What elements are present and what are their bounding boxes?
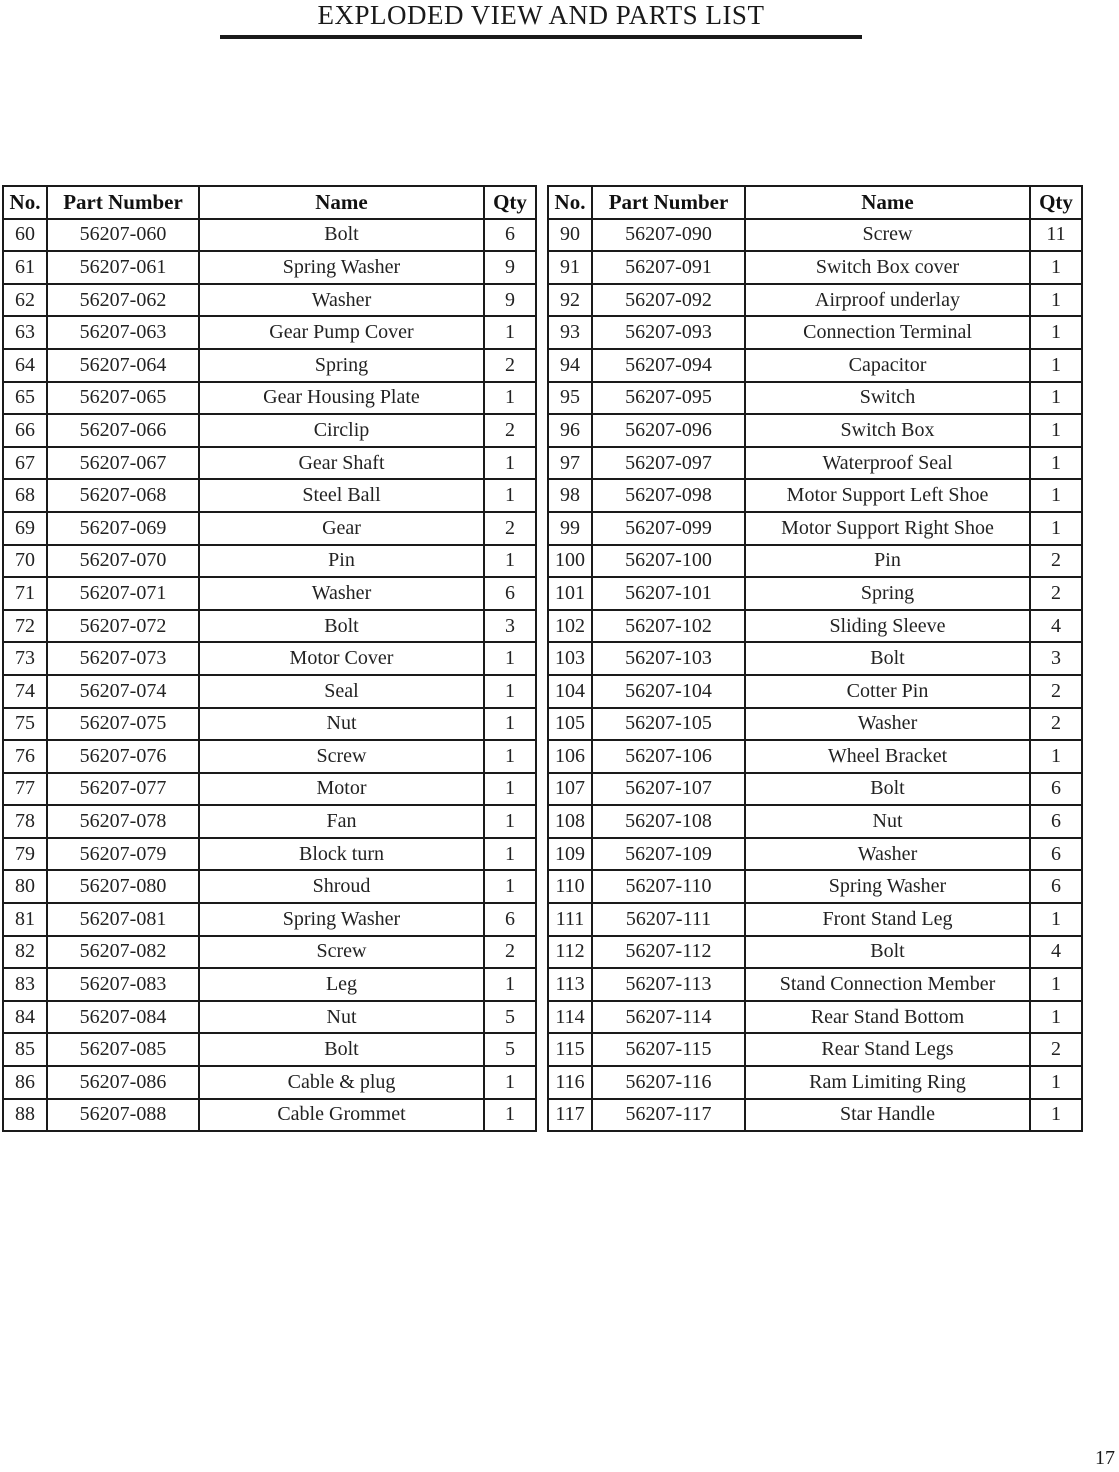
cell-no: 65 [3, 382, 47, 415]
cell-no: 72 [3, 610, 47, 643]
cell-no: 64 [3, 349, 47, 382]
cell-name: Capacitor [745, 349, 1030, 382]
table-row [3, 1001, 536, 1034]
cell-name: Wheel Bracket [745, 740, 1030, 773]
cell-part-number: 56207-061 [47, 251, 199, 284]
table-row [3, 838, 536, 871]
cell-part-number: 56207-117 [592, 1099, 745, 1132]
table-row [3, 414, 536, 447]
table-row [548, 708, 1082, 741]
table-row [3, 284, 536, 317]
cell-name: Motor Support Left Shoe [745, 479, 1030, 512]
cell-name: Airproof underlay [745, 284, 1030, 317]
table-row [3, 936, 536, 969]
cell-name: Rear Stand Legs [745, 1033, 1030, 1066]
cell-qty: 1 [484, 1066, 536, 1099]
cell-name: Spring Washer [745, 870, 1030, 903]
cell-no: 96 [548, 414, 592, 447]
table-row [548, 447, 1082, 480]
table-row [548, 284, 1082, 317]
cell-qty: 6 [1030, 838, 1082, 871]
cell-part-number: 56207-096 [592, 414, 745, 447]
cell-part-number: 56207-078 [47, 805, 199, 838]
cell-name: Spring [199, 349, 484, 382]
table-row [3, 642, 536, 675]
header-row [3, 186, 536, 219]
cell-qty: 2 [1030, 708, 1082, 741]
table-row [3, 382, 536, 415]
cell-no: 113 [548, 968, 592, 1001]
cell-no: 81 [3, 903, 47, 936]
cell-name: Gear Pump Cover [199, 316, 484, 349]
table-row [548, 577, 1082, 610]
cell-name: Stand Connection Member [745, 968, 1030, 1001]
cell-no: 98 [548, 479, 592, 512]
table-row [548, 805, 1082, 838]
cell-qty: 6 [1030, 870, 1082, 903]
column-header-qty: Qty [484, 186, 536, 219]
cell-part-number: 56207-065 [47, 382, 199, 415]
table-row [3, 870, 536, 903]
cell-qty: 9 [484, 251, 536, 284]
cell-name: Bolt [199, 610, 484, 643]
table-row [3, 968, 536, 1001]
parts-table-right [547, 185, 1083, 1132]
cell-part-number: 56207-086 [47, 1066, 199, 1099]
cell-qty: 2 [484, 414, 536, 447]
cell-part-number: 56207-067 [47, 447, 199, 480]
cell-part-number: 56207-071 [47, 577, 199, 610]
cell-qty: 1 [484, 805, 536, 838]
cell-part-number: 56207-079 [47, 838, 199, 871]
cell-name: Star Handle [745, 1099, 1030, 1132]
cell-part-number: 56207-113 [592, 968, 745, 1001]
table-row [548, 316, 1082, 349]
cell-qty: 3 [1030, 642, 1082, 675]
cell-qty: 1 [1030, 349, 1082, 382]
table-row [548, 968, 1082, 1001]
cell-no: 101 [548, 577, 592, 610]
cell-no: 102 [548, 610, 592, 643]
cell-part-number: 56207-100 [592, 545, 745, 578]
cell-no: 63 [3, 316, 47, 349]
cell-name: Spring Washer [199, 251, 484, 284]
cell-qty: 1 [484, 1099, 536, 1132]
table-row [3, 447, 536, 480]
cell-qty: 5 [484, 1033, 536, 1066]
cell-part-number: 56207-070 [47, 545, 199, 578]
cell-name: Nut [199, 1001, 484, 1034]
cell-part-number: 56207-090 [592, 219, 745, 252]
table-row [548, 479, 1082, 512]
table-row [3, 512, 536, 545]
cell-no: 83 [3, 968, 47, 1001]
cell-no: 111 [548, 903, 592, 936]
cell-part-number: 56207-068 [47, 479, 199, 512]
table-row [3, 675, 536, 708]
table-row [3, 805, 536, 838]
cell-qty: 1 [1030, 382, 1082, 415]
cell-part-number: 56207-084 [47, 1001, 199, 1034]
cell-no: 94 [548, 349, 592, 382]
cell-part-number: 56207-109 [592, 838, 745, 871]
column-header-qty: Qty [1030, 186, 1082, 219]
cell-part-number: 56207-097 [592, 447, 745, 480]
cell-no: 103 [548, 642, 592, 675]
cell-name: Bolt [745, 642, 1030, 675]
cell-name: Circlip [199, 414, 484, 447]
cell-part-number: 56207-104 [592, 675, 745, 708]
cell-name: Pin [745, 545, 1030, 578]
table-row [548, 642, 1082, 675]
cell-no: 92 [548, 284, 592, 317]
cell-no: 86 [3, 1066, 47, 1099]
cell-name: Washer [745, 838, 1030, 871]
cell-no: 114 [548, 1001, 592, 1034]
cell-qty: 1 [484, 773, 536, 806]
cell-part-number: 56207-112 [592, 936, 745, 969]
cell-no: 90 [548, 219, 592, 252]
table-row [548, 675, 1082, 708]
cell-no: 82 [3, 936, 47, 969]
cell-qty: 6 [484, 219, 536, 252]
cell-name: Bolt [745, 936, 1030, 969]
cell-name: Bolt [199, 219, 484, 252]
cell-no: 80 [3, 870, 47, 903]
cell-name: Front Stand Leg [745, 903, 1030, 936]
table-row [548, 219, 1082, 252]
cell-name: Washer [199, 284, 484, 317]
cell-no: 105 [548, 708, 592, 741]
cell-qty: 2 [484, 936, 536, 969]
cell-name: Switch Box [745, 414, 1030, 447]
cell-qty: 1 [484, 447, 536, 480]
cell-qty: 1 [484, 316, 536, 349]
parts-table-body [3, 219, 536, 1132]
table-row [3, 545, 536, 578]
cell-qty: 1 [1030, 740, 1082, 773]
cell-name: Motor [199, 773, 484, 806]
cell-name: Cable Grommet [199, 1099, 484, 1132]
table-row [3, 903, 536, 936]
page-title: EXPLODED VIEW AND PARTS LIST [317, 0, 765, 30]
cell-part-number: 56207-063 [47, 316, 199, 349]
cell-qty: 2 [1030, 675, 1082, 708]
cell-no: 93 [548, 316, 592, 349]
table-row [548, 382, 1082, 415]
cell-no: 97 [548, 447, 592, 480]
cell-no: 77 [3, 773, 47, 806]
cell-name: Washer [745, 708, 1030, 741]
cell-qty: 1 [484, 382, 536, 415]
cell-no: 110 [548, 870, 592, 903]
cell-name: Steel Ball [199, 479, 484, 512]
cell-no: 104 [548, 675, 592, 708]
cell-name: Waterproof Seal [745, 447, 1030, 480]
table-row [548, 349, 1082, 382]
cell-no: 85 [3, 1033, 47, 1066]
cell-name: Connection Terminal [745, 316, 1030, 349]
cell-no: 66 [3, 414, 47, 447]
cell-qty: 1 [1030, 479, 1082, 512]
cell-part-number: 56207-072 [47, 610, 199, 643]
cell-part-number: 56207-093 [592, 316, 745, 349]
cell-qty: 1 [484, 968, 536, 1001]
cell-part-number: 56207-107 [592, 773, 745, 806]
cell-part-number: 56207-115 [592, 1033, 745, 1066]
cell-qty: 6 [484, 577, 536, 610]
cell-part-number: 56207-074 [47, 675, 199, 708]
cell-part-number: 56207-076 [47, 740, 199, 773]
cell-qty: 2 [1030, 577, 1082, 610]
cell-part-number: 56207-060 [47, 219, 199, 252]
column-header-part-number: Part Number [47, 186, 199, 219]
cell-name: Gear Shaft [199, 447, 484, 480]
table-row [548, 414, 1082, 447]
cell-name: Nut [745, 805, 1030, 838]
cell-qty: 3 [484, 610, 536, 643]
table-row [3, 1099, 536, 1132]
table-row [548, 251, 1082, 284]
cell-qty: 1 [1030, 1099, 1082, 1132]
cell-qty: 2 [1030, 545, 1082, 578]
cell-part-number: 56207-114 [592, 1001, 745, 1034]
cell-qty: 1 [1030, 284, 1082, 317]
cell-name: Spring Washer [199, 903, 484, 936]
cell-no: 79 [3, 838, 47, 871]
cell-no: 112 [548, 936, 592, 969]
cell-no: 75 [3, 708, 47, 741]
cell-no: 117 [548, 1099, 592, 1132]
cell-qty: 1 [1030, 1066, 1082, 1099]
cell-part-number: 56207-062 [47, 284, 199, 317]
cell-no: 70 [3, 545, 47, 578]
cell-no: 67 [3, 447, 47, 480]
cell-qty: 1 [484, 642, 536, 675]
cell-part-number: 56207-111 [592, 903, 745, 936]
column-header-no: No. [3, 186, 47, 219]
cell-qty: 1 [484, 545, 536, 578]
column-header-no: No. [548, 186, 592, 219]
cell-qty: 4 [1030, 610, 1082, 643]
cell-name: Shroud [199, 870, 484, 903]
cell-part-number: 56207-085 [47, 1033, 199, 1066]
table-row [3, 1066, 536, 1099]
cell-no: 74 [3, 675, 47, 708]
cell-qty: 1 [484, 479, 536, 512]
cell-qty: 1 [1030, 447, 1082, 480]
cell-name: Switch Box cover [745, 251, 1030, 284]
cell-name: Screw [199, 740, 484, 773]
cell-qty: 1 [1030, 1001, 1082, 1034]
table-row [548, 1066, 1082, 1099]
table-row [3, 708, 536, 741]
cell-no: 115 [548, 1033, 592, 1066]
table-row [3, 773, 536, 806]
table-row [3, 349, 536, 382]
cell-name: Motor Support Right Shoe [745, 512, 1030, 545]
cell-part-number: 56207-101 [592, 577, 745, 610]
cell-part-number: 56207-075 [47, 708, 199, 741]
cell-part-number: 56207-073 [47, 642, 199, 675]
cell-qty: 6 [484, 903, 536, 936]
cell-qty: 2 [1030, 1033, 1082, 1066]
cell-name: Fan [199, 805, 484, 838]
cell-qty: 5 [484, 1001, 536, 1034]
cell-name: Sliding Sleeve [745, 610, 1030, 643]
cell-no: 99 [548, 512, 592, 545]
table-row [548, 773, 1082, 806]
table-row [548, 936, 1082, 969]
cell-part-number: 56207-082 [47, 936, 199, 969]
page-number: 17 [1095, 1447, 1115, 1469]
cell-qty: 1 [484, 838, 536, 871]
cell-part-number: 56207-116 [592, 1066, 745, 1099]
cell-no: 116 [548, 1066, 592, 1099]
cell-name: Bolt [745, 773, 1030, 806]
cell-qty: 2 [484, 349, 536, 382]
parts-table-body [548, 219, 1082, 1132]
cell-part-number: 56207-095 [592, 382, 745, 415]
cell-no: 73 [3, 642, 47, 675]
cell-part-number: 56207-102 [592, 610, 745, 643]
cell-part-number: 56207-106 [592, 740, 745, 773]
cell-qty: 1 [1030, 968, 1082, 1001]
cell-part-number: 56207-080 [47, 870, 199, 903]
cell-no: 61 [3, 251, 47, 284]
cell-no: 107 [548, 773, 592, 806]
table-row [548, 838, 1082, 871]
cell-name: Cable & plug [199, 1066, 484, 1099]
cell-no: 62 [3, 284, 47, 317]
cell-part-number: 56207-083 [47, 968, 199, 1001]
cell-no: 69 [3, 512, 47, 545]
cell-no: 76 [3, 740, 47, 773]
cell-qty: 1 [1030, 316, 1082, 349]
cell-qty: 1 [1030, 251, 1082, 284]
cell-part-number: 56207-092 [592, 284, 745, 317]
cell-no: 91 [548, 251, 592, 284]
cell-qty: 1 [484, 675, 536, 708]
cell-name: Gear [199, 512, 484, 545]
cell-qty: 6 [1030, 805, 1082, 838]
cell-qty: 11 [1030, 219, 1082, 252]
cell-part-number: 56207-088 [47, 1099, 199, 1132]
cell-part-number: 56207-108 [592, 805, 745, 838]
cell-qty: 6 [1030, 773, 1082, 806]
cell-no: 60 [3, 219, 47, 252]
table-row [3, 479, 536, 512]
table-row [548, 903, 1082, 936]
table-row [548, 1001, 1082, 1034]
table-row [3, 316, 536, 349]
cell-name: Ram Limiting Ring [745, 1066, 1030, 1099]
cell-name: Cotter Pin [745, 675, 1030, 708]
column-header-name: Name [199, 186, 484, 219]
header-row [548, 186, 1082, 219]
parts-table-left [2, 185, 537, 1132]
cell-no: 106 [548, 740, 592, 773]
table-row [548, 512, 1082, 545]
cell-name: Motor Cover [199, 642, 484, 675]
cell-name: Seal [199, 675, 484, 708]
cell-part-number: 56207-110 [592, 870, 745, 903]
cell-qty: 4 [1030, 936, 1082, 969]
cell-name: Leg [199, 968, 484, 1001]
cell-part-number: 56207-094 [592, 349, 745, 382]
table-row [548, 610, 1082, 643]
cell-qty: 1 [484, 740, 536, 773]
cell-qty: 2 [484, 512, 536, 545]
table-row [3, 219, 536, 252]
table-row [548, 1033, 1082, 1066]
cell-name: Screw [745, 219, 1030, 252]
title-underline [220, 35, 862, 39]
cell-part-number: 56207-081 [47, 903, 199, 936]
table-row [548, 545, 1082, 578]
cell-no: 109 [548, 838, 592, 871]
cell-part-number: 56207-099 [592, 512, 745, 545]
column-header-name: Name [745, 186, 1030, 219]
cell-qty: 1 [1030, 414, 1082, 447]
cell-name: Gear Housing Plate [199, 382, 484, 415]
cell-name: Pin [199, 545, 484, 578]
cell-qty: 1 [484, 708, 536, 741]
table-row [3, 251, 536, 284]
table-row [548, 870, 1082, 903]
cell-no: 100 [548, 545, 592, 578]
cell-part-number: 56207-091 [592, 251, 745, 284]
cell-qty: 9 [484, 284, 536, 317]
cell-part-number: 56207-103 [592, 642, 745, 675]
cell-name: Spring [745, 577, 1030, 610]
table-row [548, 1099, 1082, 1132]
cell-name: Nut [199, 708, 484, 741]
cell-no: 95 [548, 382, 592, 415]
cell-no: 108 [548, 805, 592, 838]
cell-no: 84 [3, 1001, 47, 1034]
table-row [3, 577, 536, 610]
cell-name: Switch [745, 382, 1030, 415]
cell-name: Bolt [199, 1033, 484, 1066]
cell-name: Block turn [199, 838, 484, 871]
table-row [3, 1033, 536, 1066]
cell-no: 78 [3, 805, 47, 838]
cell-no: 71 [3, 577, 47, 610]
cell-part-number: 56207-077 [47, 773, 199, 806]
cell-name: Rear Stand Bottom [745, 1001, 1030, 1034]
cell-qty: 1 [1030, 903, 1082, 936]
cell-name: Washer [199, 577, 484, 610]
cell-no: 88 [3, 1099, 47, 1132]
cell-part-number: 56207-066 [47, 414, 199, 447]
cell-name: Screw [199, 936, 484, 969]
table-row [3, 610, 536, 643]
cell-qty: 1 [484, 870, 536, 903]
table-row [548, 740, 1082, 773]
cell-part-number: 56207-098 [592, 479, 745, 512]
cell-part-number: 56207-069 [47, 512, 199, 545]
column-header-part-number: Part Number [592, 186, 745, 219]
cell-part-number: 56207-105 [592, 708, 745, 741]
table-row [3, 740, 536, 773]
cell-part-number: 56207-064 [47, 349, 199, 382]
cell-qty: 1 [1030, 512, 1082, 545]
cell-no: 68 [3, 479, 47, 512]
